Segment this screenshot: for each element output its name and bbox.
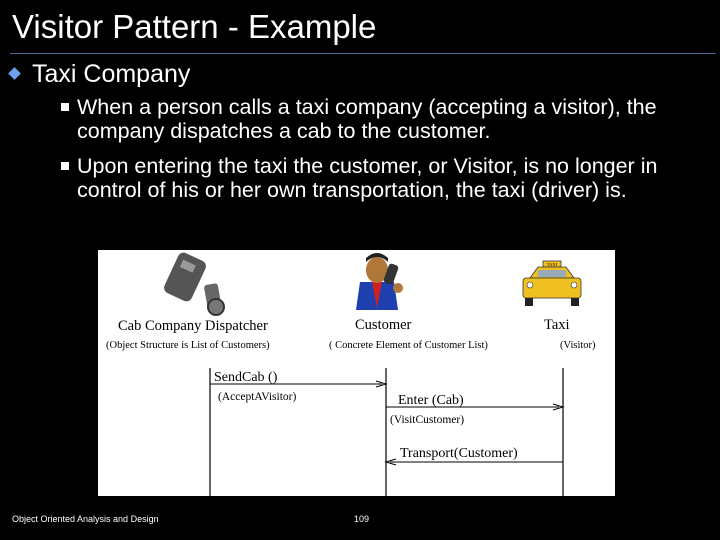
taxi-icon xyxy=(523,261,581,306)
actor-role-taxi: (Visitor) xyxy=(560,340,596,351)
sub-bullet-2 xyxy=(61,154,716,202)
telephone-icon xyxy=(162,251,224,315)
page-number: 109 xyxy=(354,514,370,524)
message-detail: (AcceptAVisitor) xyxy=(218,391,297,403)
bullet-text: Taxi Company xyxy=(32,60,191,88)
sub-bullet-text: Upon entering the taxi the customer, or Visitor, is no longer in control of his or her own transportation, the taxi (driver) is. xyxy=(77,154,658,202)
message-transport xyxy=(386,446,563,465)
actor-name-customer: Customer xyxy=(355,317,412,333)
message-label: Enter (Cab) xyxy=(398,393,464,408)
actor-role-dispatcher: (Object Structure is List of Customers) xyxy=(106,340,270,351)
slide-title: Visitor Pattern - Example xyxy=(12,8,377,45)
message-enter-cab xyxy=(386,393,563,426)
actor-name-taxi: Taxi xyxy=(544,317,570,333)
sequence-diagram xyxy=(98,250,615,496)
message-detail: (VisitCustomer) xyxy=(390,414,465,426)
person-on-phone-icon xyxy=(356,253,403,310)
actor-name-dispatcher: Cab Company Dispatcher xyxy=(118,318,268,334)
actor-role-customer: ( Concrete Element of Customer List) xyxy=(329,340,488,351)
title-divider xyxy=(10,53,716,54)
sub-bullet-text: When a person calls a taxi company (accepting a visitor), the company dispatches a cab to the customer. xyxy=(77,95,657,143)
square-bullet-icon xyxy=(61,162,69,170)
sequence-diagram-svg xyxy=(98,250,615,496)
message-label: Transport(Customer) xyxy=(400,446,518,461)
sub-bullet-1 xyxy=(61,95,716,143)
square-bullet-icon xyxy=(61,103,69,111)
footer-course-title: Object Oriented Analysis and Design xyxy=(12,514,159,524)
diamond-bullet-icon xyxy=(8,67,21,80)
message-sendcab xyxy=(210,370,386,403)
message-label: SendCab () xyxy=(214,370,278,385)
bullet-taxi-company xyxy=(10,60,190,89)
taxi-sign-text: TAXI xyxy=(546,262,558,267)
